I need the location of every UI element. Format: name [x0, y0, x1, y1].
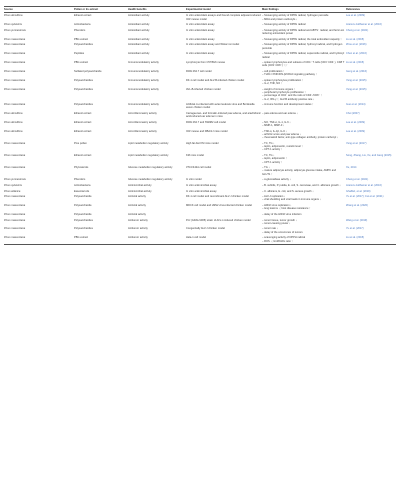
- cell-extract: Peptides: [74, 52, 85, 56]
- cell-main-findings: – B. subtilis, P. putida, E. coli, S. cerevisae, and C. albicans growth ↓: [262, 183, 341, 187]
- cell-health-benefit: Antiviral activity: [128, 195, 146, 199]
- cell-main-findings: – weight of immune organs ↑ – peripheral lymphocyte proliferation ↑ – percentage of CD4⁺ and the ratio of CD4⁺/CD8⁺ ↑ – IL-2, IFN-γ ↑; ALV-B antibody positive rate ↓: [262, 87, 322, 101]
- table-row: [4, 194, 396, 203]
- cell-extract: Phenolics: [74, 28, 86, 32]
- cell-source: Pinus massoniana: [4, 43, 26, 47]
- cell-extract: Polysaccharides: [74, 78, 93, 82]
- cell-health-benefit: Immunomodulatory activity: [128, 103, 159, 107]
- table-row: [4, 111, 396, 120]
- cell-source: Pinus massoniana: [4, 103, 26, 107]
- cell-extract: Essential oils: [74, 189, 90, 193]
- cell-extract: Pine pollen: [74, 141, 87, 145]
- table-row: [4, 42, 396, 51]
- cell-extract: PBG extract: [74, 37, 88, 41]
- cell-experimental-model: In vitro antioxidant assay: [186, 28, 215, 32]
- cell-source: Pinus eldarica: [4, 189, 21, 193]
- cell-experimental-model: In vitro antimicrobial assay: [186, 183, 217, 187]
- cell-source: Pinus massoniana: [4, 87, 26, 91]
- table-row: [4, 87, 396, 102]
- cell-main-findings: – scavenging activity of DPPH radical – ROS ↓; G1M/G0G ratio ↑: [262, 236, 306, 243]
- cell-experimental-model: High fat diet KM mice model: [186, 141, 219, 145]
- table-row: [4, 28, 396, 37]
- cell-references[interactable]: Aramov-Gidhamer et al. (2016): [346, 23, 382, 27]
- cell-source: Pinus massoniana: [4, 236, 26, 240]
- cell-health-benefit: Antioxidant activity: [128, 52, 150, 56]
- header-references: References: [346, 7, 360, 11]
- table-row: [4, 217, 396, 226]
- cell-health-benefit: Antioxidant activity: [128, 43, 150, 47]
- cell-references[interactable]: Zhou et al. (2016): [346, 43, 367, 47]
- cell-experimental-model: AVL-B-infected chicken model: [186, 87, 221, 91]
- cell-experimental-model: In vitro model: [186, 178, 202, 182]
- cell-experimental-model: In vitro antioxidant assays and freund complete adjuvant-induced ICR mouse model: [186, 14, 261, 21]
- cell-experimental-model: In vitro antioxidant assay: [186, 37, 215, 41]
- cell-main-findings: – Scavenging activity of DPPH radical: [262, 23, 306, 27]
- table-row: [4, 69, 396, 78]
- cell-health-benefit: Antiviral activity: [128, 212, 146, 216]
- cell-extract: Phytosterols: [74, 166, 89, 170]
- cell-experimental-model: RAW 264.7 and SW982 cell model: [186, 120, 226, 124]
- cell-experimental-model: RAW 264.7 cell model: [186, 70, 212, 74]
- cell-references[interactable]: Cheng et al. (2021): [346, 178, 369, 182]
- cell-main-findings: – cell proliferation ↑ – TLR4 / PI3K/IFN-β/CRAC signaling pathway ↑: [262, 70, 317, 77]
- cell-extract: Actinobacteria: [74, 23, 91, 27]
- cell-source: Pinus massoniana: [4, 70, 26, 74]
- cell-extract: Polysaccharide: [74, 204, 92, 208]
- cell-experimental-model: MDCK cell model and H9N2 virus-infected chicken model: [186, 204, 252, 208]
- cell-references[interactable]: Yu et al. (2017): [346, 227, 364, 231]
- cell-references[interactable]: Chen et al. (2016): [346, 52, 367, 56]
- cell-main-findings: – Scavenging activity of DPPH radical, the total antioxidant capacity ↑: [262, 37, 342, 41]
- cell-health-benefit: Lipid metabolism regulatory activity: [128, 154, 169, 158]
- cell-experimental-model: Hela-1 cell model: [186, 236, 207, 240]
- cell-references[interactable]: Guo et al. (2014): [346, 103, 366, 107]
- cell-health-benefit: Antitumor activity: [128, 227, 148, 231]
- cell-source: Pinus massoniana: [4, 78, 26, 82]
- cell-references[interactable]: Yang et al. (2017): [346, 141, 367, 145]
- cell-source: Pinus massoniana: [4, 195, 26, 199]
- cell-source: Pinus massoniana: [4, 37, 26, 41]
- cell-extract: Polysaccharides: [74, 87, 93, 91]
- cell-main-findings: – Scavenging activity of DPPH radical, hydrogen peroxide – MDA and protein carbonyls ↓: [262, 14, 329, 21]
- cell-experimental-model: ICR mouse and DBA/1J mice model: [186, 129, 228, 133]
- cell-main-findings: – TNF-α, IL-1β, IL-6 ↓ – arthritic score and paw edema ↓ – rheumatoid factor, anti-type collagen antibody, protein carbonyl ↓: [262, 129, 339, 140]
- cell-health-benefit: Immunomodulatory activity: [128, 78, 159, 82]
- cell-health-benefit: Antiviral activity: [128, 204, 146, 208]
- cell-health-benefit: Immunomodulatory activity: [128, 61, 159, 65]
- cell-source: Pinus massoniana: [4, 212, 26, 216]
- cell-health-benefit: Antioxidant activity: [128, 23, 150, 27]
- pollen-health-benefits-table: [4, 6, 396, 245]
- cell-health-benefit: Antioxidant activity: [128, 14, 150, 18]
- cell-main-findings: – tumor tissue, tumor growth ↓ – tumor-causing power ↓: [262, 218, 297, 225]
- cell-health-benefit: Antimicrobial activity: [128, 183, 152, 187]
- cell-references[interactable]: Lee et al. (2009): [346, 120, 365, 124]
- cell-main-findings: – paw edema and ear edema ↓: [262, 112, 298, 116]
- header-extract: Pollen or its extract: [74, 7, 99, 11]
- cell-references[interactable]: Liu et al. (2015): [346, 236, 365, 240]
- cell-references[interactable]: Liu et al. (2015): [346, 37, 365, 41]
- cell-main-findings: – spleen lymphocytes proliferation ↑ – IL-2, TNF, NO ↑: [262, 78, 304, 86]
- table-body: [4, 13, 396, 245]
- cell-health-benefit: Immunomodulatory activity: [128, 87, 159, 91]
- cell-extract: PBG extract: [74, 236, 88, 240]
- cell-source: Pinus massoniana: [4, 52, 26, 56]
- table-row: [4, 78, 396, 87]
- cell-health-benefit: Immunomodulatory activity: [128, 70, 159, 74]
- cell-references[interactable]: Liu et al. (2015): [346, 61, 365, 65]
- cell-source: Pinus yunnanensis: [4, 178, 26, 182]
- cell-references[interactable]: Yang et al. (2015): [346, 87, 367, 91]
- cell-health-benefit: Antioxidant activity: [128, 37, 150, 41]
- table-row: [4, 235, 396, 244]
- header-health-benefits: Health benefits: [128, 7, 147, 11]
- cell-experimental-model: Congenitally ALV-J chicken model: [186, 227, 225, 231]
- cell-extract: Polysaccharides: [74, 103, 93, 107]
- cell-references[interactable]: Lee et al. (2009): [346, 14, 365, 18]
- cell-main-findings: – TC, TG ↓ – leptin, adiponectin, resistin level ↑ – CPT-1 activity ↑: [262, 141, 303, 152]
- cell-experimental-model: In vitro antioxidant assay and Wistar rat model: [186, 43, 240, 47]
- cell-health-benefit: Lipid metabolism regulatory activity: [128, 141, 169, 145]
- cell-experimental-model: Carrageenan- and formalin-induced paw edema, and arachidonic acid-induced ear edema in mice: [186, 112, 261, 119]
- cell-extract: Polysaccharide: [74, 212, 92, 216]
- cell-health-benefit: Glucose metabolism regulatory activity: [128, 166, 173, 170]
- cell-source: Pinus densiflora: [4, 14, 23, 18]
- cell-experimental-model: PcJ (GDAU1005) strain of ALV-J-induced chicken model: [186, 218, 251, 222]
- cell-source: Pinus densiflora: [4, 112, 23, 116]
- cell-references[interactable]: Ghaffari, et al. (2019): [346, 189, 371, 193]
- table-row: [4, 102, 396, 111]
- cell-source: Pinus sylvestris: [4, 183, 22, 187]
- cell-source: Pinus sylvestris: [4, 23, 22, 27]
- cell-references[interactable]: Cheng et al. (2021): [346, 28, 369, 32]
- cell-source: Pinus massoniana: [4, 227, 26, 231]
- cell-main-findings: – Scavenging activity of DPPH radical and ABTS⁺ radical, and ferric-ion reducing antioxidant power: [262, 28, 345, 36]
- cell-main-findings: – ALV-J replication ↓ – viral shedding and viral loads in immune organs ↓: [262, 195, 321, 202]
- cell-health-benefit: Glucose metabolism regulatory activity: [128, 178, 173, 182]
- cell-experimental-model: In vitro antimicrobial assay: [186, 189, 217, 193]
- cell-extract: Ethanol extract: [74, 112, 92, 116]
- cell-references[interactable]: Yang et al. (2015): [346, 78, 367, 82]
- cell-main-findings: – tumor rate ↓ – delay of the occurrence of tumors: [262, 227, 303, 234]
- cell-extract: Polysaccharides: [74, 43, 93, 47]
- cell-experimental-model: DF-1 cell model and ALV-B-infected chicken model: [186, 78, 245, 82]
- cell-extract: PBG extract: [74, 61, 88, 65]
- cell-experimental-model: In vitro antioxidant assay: [186, 52, 215, 56]
- cell-extract: Polysaccharide: [74, 195, 92, 199]
- cell-source: Pinus massoniana: [4, 204, 26, 208]
- table-row: [4, 120, 396, 129]
- cell-source: Pinus massoniana: [4, 154, 26, 158]
- cell-references[interactable]: Lee et al. (2009): [346, 129, 365, 133]
- header-experimental-model: Experimental model: [186, 7, 211, 11]
- cell-main-findings: – H9N2 virus replication ↓ – lung lesions ↓; host disease resistance ↑: [262, 204, 311, 211]
- cell-main-findings: – C. albicans, E. coli, and S. aureus growth ↓: [262, 189, 314, 193]
- cell-extract: Polysaccharides: [74, 227, 93, 231]
- cell-extract: Sulfated polysaccharide: [74, 70, 102, 74]
- cell-references[interactable]: Choi (2007): [346, 112, 360, 116]
- cell-main-findings: – spleen lymphocytes and subsets of CD4⁺ T cells (CD3⁺CD4⁺), CD8 T cells (CD3⁺CD8⁺) ↑; ↑: [262, 61, 345, 68]
- cell-health-benefit: Anti-inflammatory activity: [128, 120, 157, 124]
- cell-experimental-model: 3T3-F442A cell model: [186, 166, 212, 170]
- cell-health-benefit: Anti-inflammatory activity: [128, 112, 157, 116]
- cell-experimental-model: In vitro antioxidant assay: [186, 23, 215, 27]
- cell-source: Pinus densiflora: [4, 120, 23, 124]
- cell-experimental-model: Lymphocyte from C57/BL6 mouse: [186, 61, 226, 65]
- table-row: [4, 51, 396, 60]
- cell-references[interactable]: Wang et al. (2019): [346, 218, 368, 222]
- cell-source: Pinus densiflora: [4, 129, 23, 133]
- cell-references[interactable]: Song, Zhang, Liu, Xu, and Geng (2015): [346, 154, 392, 158]
- cell-health-benefit: Antimicrobial activity: [128, 189, 152, 193]
- cell-main-findings: – TC, TG ↓ – leptin, adiponectin ↑ – CPT-1 activity ↑: [262, 154, 288, 164]
- cell-main-findings: – NO, TNF-α, IL-1, IL-6 ↓ – MMP-1, MMP-3 ↓: [262, 120, 291, 128]
- header-source: Source: [4, 7, 13, 11]
- cell-source: Pinus massoniana: [4, 141, 26, 145]
- table-row: [4, 129, 396, 141]
- table-row: [4, 60, 396, 69]
- cell-references[interactable]: Yu et al. (2017); Cui et al. (2021): [346, 195, 384, 199]
- cell-references[interactable]: Zhang et al. (2020): [346, 204, 368, 208]
- cell-main-findings: – TG ↓ – mature adipocyte activity, adipocyte glucose intake, AMPK and GLUT1 ↑: [262, 166, 337, 176]
- cell-extract: Ethanol extract: [74, 120, 92, 124]
- cell-extract: Polysaccharides: [74, 218, 93, 222]
- cell-experimental-model: DF-1 cell model and recombinant ALV-J chicken model: [186, 195, 249, 199]
- cell-health-benefit: Antioxidant activity: [128, 28, 150, 32]
- cell-health-benefit: Antitumor activity: [128, 218, 148, 222]
- cell-source: Pinus massoniana: [4, 218, 26, 222]
- cell-references[interactable]: Xu, 2014: [346, 166, 357, 170]
- cell-source: Pinus massoniana: [4, 61, 26, 65]
- header-main-findings: Main findings: [262, 7, 279, 11]
- cell-main-findings: – immune function and development status ↑: [262, 103, 314, 107]
- cell-main-findings: – delay of the H9N2 virus infection: [262, 212, 302, 216]
- cell-main-findings: – Scavenging activity of DPPH radical, superoxide radical, and hydroxyl radical: [262, 52, 345, 59]
- cell-health-benefit: Antitumor activity: [128, 236, 148, 240]
- table-row: [4, 203, 396, 212]
- cell-main-findings: – Scavenging activity of DPPH radical, hydroxyl radical, and hydrogen peroxide: [262, 43, 343, 50]
- table-row: [4, 165, 396, 177]
- cell-references[interactable]: Geng et al. (2016): [346, 70, 367, 74]
- table-row: [4, 13, 396, 22]
- cell-extract: Ethanol extract: [74, 154, 92, 158]
- cell-main-findings: – α-glucosidase activity ↓: [262, 178, 291, 182]
- cell-experimental-model: Artificial co-infected with avian leukosis virus and Bordetella avium chicken model: [186, 103, 255, 110]
- cell-health-benefit: Anti-inflammatory activity: [128, 129, 157, 133]
- table-row: [4, 226, 396, 235]
- cell-extract: Ethanol extract: [74, 129, 92, 133]
- cell-references[interactable]: Aramov-Gidhamer et al. (2016): [346, 183, 382, 187]
- cell-experimental-model: KM mice model: [186, 154, 204, 158]
- cell-extract: Phenolics: [74, 178, 86, 182]
- cell-extract: Ethanol extract: [74, 14, 92, 18]
- table-row: [4, 153, 396, 165]
- cell-extract: Actinobacteria: [74, 183, 91, 187]
- table-row: [4, 141, 396, 153]
- cell-source: Pinus massoniana: [4, 166, 26, 170]
- cell-source: Pinus yunnanensis: [4, 28, 26, 32]
